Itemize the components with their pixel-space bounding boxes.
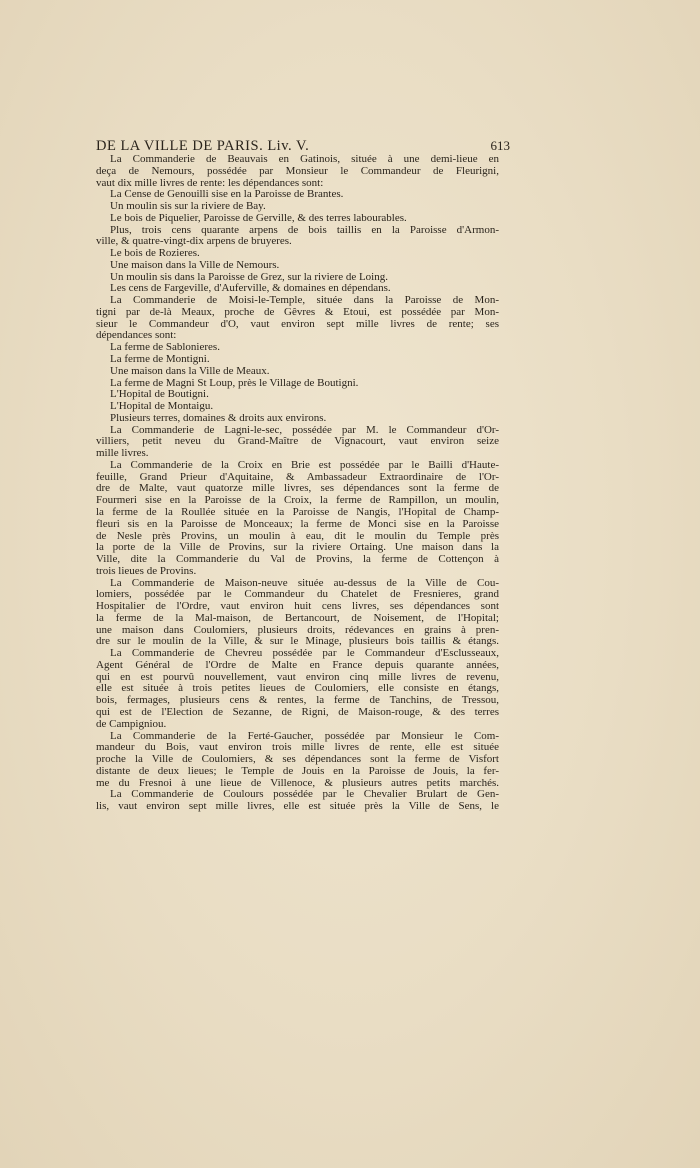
text-line: La Commanderie de Coulours possédée par le Chevalier Brulart de Gen- xyxy=(110,788,499,801)
text-line: dre de Malte, vaut quatorze mille livres, ses dépendances sont la ferme de xyxy=(96,482,499,495)
text-line: proche la Ville de Coulomiers, & ses dépendances sont la ferme de Visfort xyxy=(96,753,499,766)
body-text xyxy=(96,154,499,813)
text-line: lis, vaut environ sept mille livres, elle est située près la Ville de Sens, le xyxy=(96,800,499,813)
text-line: qui en est pourvû nouvellement, vaut environ cinq mille livres de revenu, xyxy=(96,670,499,683)
text-line: feuille, Grand Prieur d'Aquitaine, & Ambassadeur Extraordinaire de l'Or- xyxy=(96,470,499,483)
running-title: DE LA VILLE DE PARIS. Liv. V. xyxy=(96,138,310,154)
text-line: Le bois de Rozieres. xyxy=(110,247,200,260)
text-line: deça de Nemours, possédée par Monsieur le Commandeur de Fleurigni, xyxy=(96,164,499,177)
text-line: La Cense de Genouilli sise en la Paroisse de Brantes. xyxy=(110,188,344,201)
text-line: Hospitalier de l'Ordre, vaut environ huit cens livres, ses dépendances sont xyxy=(96,600,499,613)
text-line: L'Hopital de Boutigni. xyxy=(110,388,209,401)
text-line: La Commanderie de Chevreu possédée par le Commandeur d'Esclusseaux, xyxy=(110,647,499,660)
text-line: mandeur du Bois, vaut environ trois mille livres de rente, elle est située xyxy=(96,741,499,754)
text-line: fleuri sis en la Paroisse de Monceaux; la ferme de Monci sise en la Paroisse xyxy=(96,517,499,530)
text-line: La Commanderie de la Croix en Brie est possédée par le Bailli d'Haute- xyxy=(110,458,499,471)
text-line: Plusieurs terres, domaines & droits aux environs. xyxy=(110,411,327,424)
text-line: vaut dix mille livres de rente: les dépendances sont: xyxy=(96,176,324,189)
text-line: trois lieues de Provins. xyxy=(96,564,197,577)
text-line: de Nesle près Provins, un moulin à eau, dit le moulin du Temple près xyxy=(96,529,499,542)
text-line: la ferme de la Roullée située en la Paroisse de Nangis, l'Hopital de Champ- xyxy=(96,505,499,518)
text-line: Ville, dite la Commanderie du Val de Provins, la ferme de Cottençon à xyxy=(96,553,499,566)
text-line: Agent Général de l'Ordre de Malte en France depuis quarante années, xyxy=(96,658,499,671)
text-line: La Commanderie de Beauvais en Gatinois, située à une demi-lieue en xyxy=(110,153,499,165)
text-line: dépendances sont: xyxy=(96,329,177,342)
text-line: La Commanderie de la Ferté-Gaucher, possédée par Monsieur le Com- xyxy=(110,729,499,742)
text-line: distante de deux lieues; le Temple de Jouis en la Paroisse de Jouis, la fer- xyxy=(96,764,499,777)
text-line: dre sur le moulin de la Ville, & sur le Minage, plusieurs bois taillis & étangs. xyxy=(96,635,499,648)
text-line: ville, & quatre-vingt-dix arpens de bruyeres. xyxy=(96,235,292,248)
page-number: 613 xyxy=(490,138,510,153)
text-line: villiers, petit neveu du Grand-Maître de Vignacourt, vaut environ seize xyxy=(96,435,499,448)
text-line: Une maison dans la Ville de Meaux. xyxy=(110,364,270,377)
text-line: une maison dans Coulomiers, plusieurs droits, rédevances en grains à pren- xyxy=(96,623,499,636)
text-line: la porte de la Ville de Provins, sur la riviere Ortaing. Une maison dans la xyxy=(96,541,499,554)
text-line: mille livres. xyxy=(96,447,149,460)
text-line: Le bois de Piquelier, Paroisse de Gerville, & des terres labourables. xyxy=(110,211,407,224)
text-line: La ferme de Sablonieres. xyxy=(110,341,220,354)
text-line: La Commanderie de Lagni-le-sec, possédée par M. le Commandeur d'Or- xyxy=(110,423,499,436)
text-line: lomiers, possédée par le Commandeur du Chatelet de Fresnieres, grand xyxy=(96,588,499,601)
text-line: la ferme de la Mal-maison, de Bertancourt, de Noisement, de l'Hopital; xyxy=(96,611,499,624)
text-line: La ferme de Magni St Loup, près le Village de Boutigni. xyxy=(110,376,359,389)
text-line: tigni par de-là Meaux, proche de Gêvres & Etoui, est possédée par Mon- xyxy=(96,305,499,318)
text-line: me du Fresnoi à une lieue de Villenoce, & plusieurs autres petits marchés. xyxy=(96,776,499,789)
text-line: sieur le Commandeur d'O, vaut environ sept mille livres de rente; ses xyxy=(96,317,499,330)
text-line: La Commanderie de Maison-neuve située au-dessus de la Ville de Cou- xyxy=(110,576,499,589)
text-line: Une maison dans la Ville de Nemours. xyxy=(110,258,280,271)
text-line: Un moulin sis sur la riviere de Bay. xyxy=(110,200,266,213)
text-line: La ferme de Montigni. xyxy=(110,353,210,366)
text-line: Un moulin sis dans la Paroisse de Grez, sur la riviere de Loing. xyxy=(110,270,388,283)
text-line: elle est située à trois petites lieues de Coulomiers, elle consiste en étangs, xyxy=(96,682,499,695)
text-line: Plus, trois cens quarante arpens de bois taillis en la Paroisse d'Armon- xyxy=(110,223,499,236)
text-line: L'Hopital de Montaigu. xyxy=(110,400,214,413)
text-line: bois, fermages, plusieurs cens & rentes, la ferme de Tanchins, de Tressou, xyxy=(96,694,499,707)
text-line: de Campigniou. xyxy=(96,717,167,730)
text-line: qui est de l'Election de Sezanne, de Rigni, de Maison-rouge, & des terres xyxy=(96,705,499,718)
text-line: La Commanderie de Moisi-le-Temple, située dans la Paroisse de Mon- xyxy=(110,294,499,307)
text-line: Fourmeri sise en la Paroisse de la Croix, la ferme de Rampillon, un moulin, xyxy=(96,494,499,507)
text-line: Les cens de Fargeville, d'Auferville, & domaines en dépendans. xyxy=(110,282,391,295)
